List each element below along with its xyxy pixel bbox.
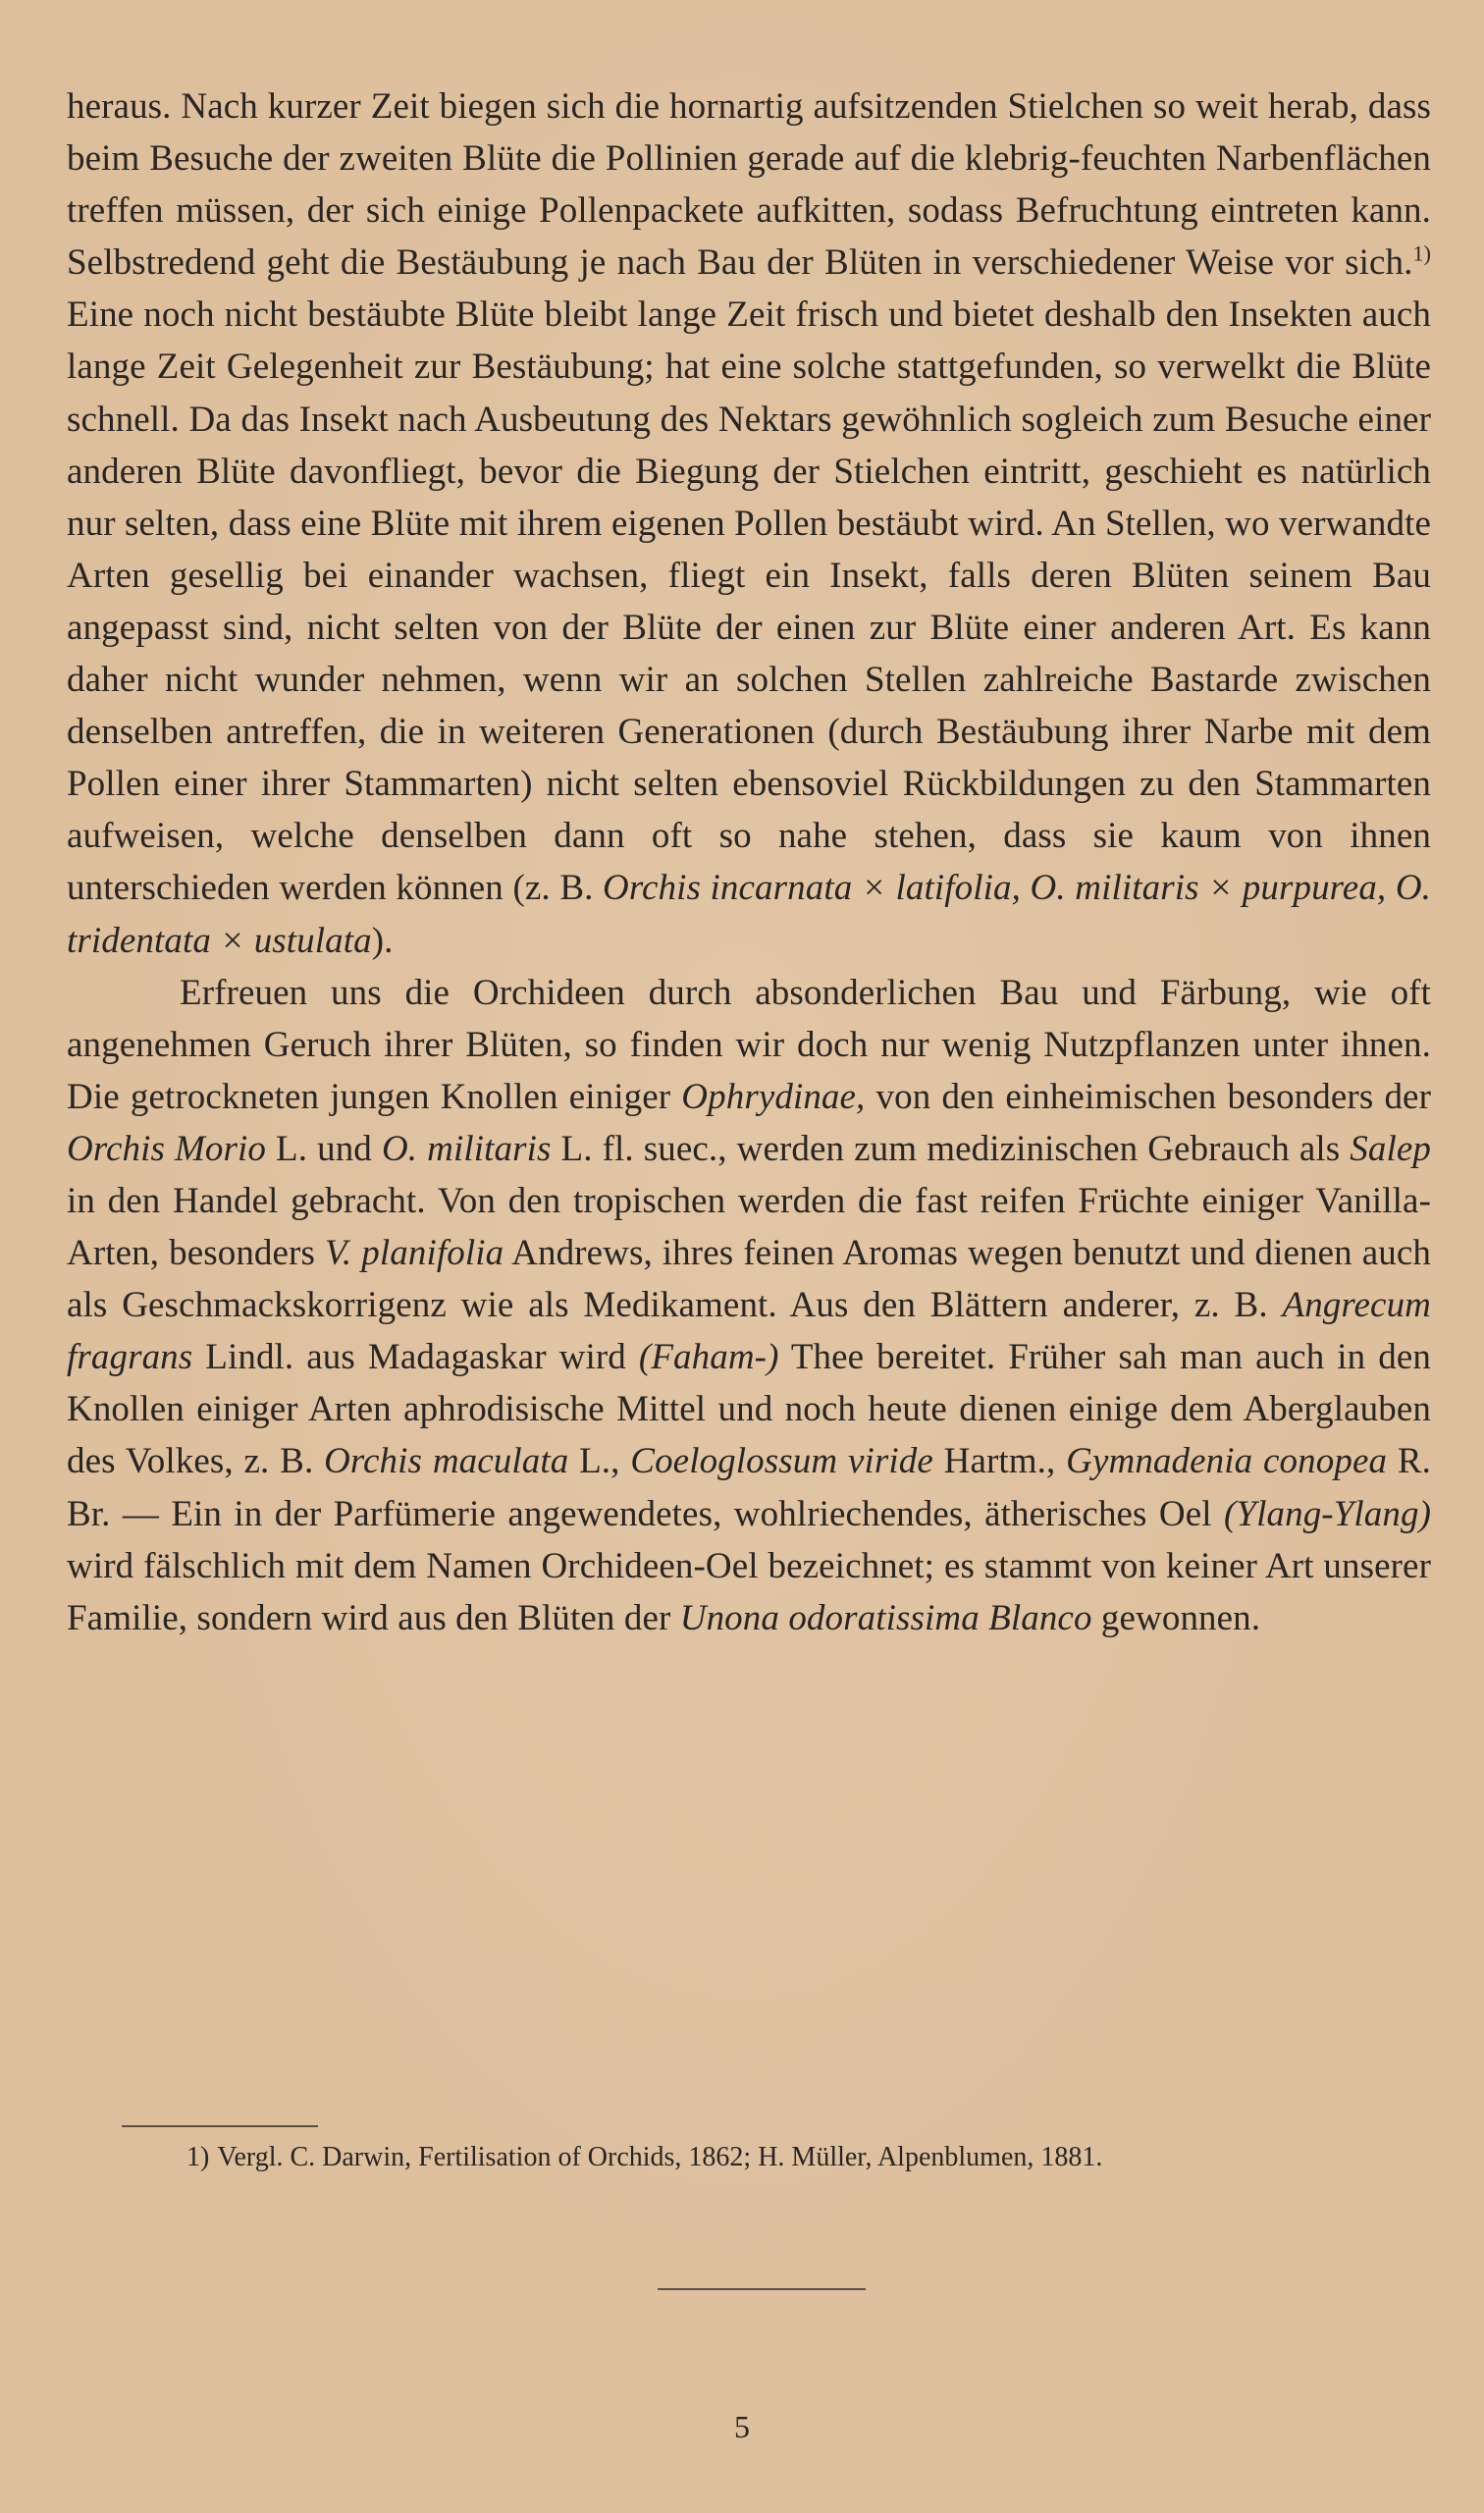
text-run: in den Handel gebracht. Von den tropischen werden die fast reifen Früchte einiger Vanilla-Arten, besonders [67, 1180, 1431, 1274]
text-run: wird fälschlich mit dem Namen Orchideen-Oel bezeichnet; es stammt von keiner Art unserer Familie, sondern wird aus den Blüten der [67, 1545, 1431, 1638]
italic-term: Salep [1350, 1128, 1431, 1169]
text-run: gewonnen. [1091, 1597, 1261, 1638]
main-text [67, 80, 1431, 1644]
text-run: Thee bereitet. Früher sah man auch in den Knollen einiger Arten aphrodisische Mittel und noch heute dienen einige dem Aberglauben des Volkes, z. B. [67, 1337, 1431, 1482]
footnote-reference: 1) [1412, 241, 1431, 266]
footnote [186, 2138, 1453, 2177]
page-number: 5 [734, 2409, 750, 2444]
italic-species-name: Coeloglossum viride [630, 1441, 933, 1482]
footnote-number: 1) [186, 2142, 210, 2172]
paragraph-2 [67, 967, 1431, 1644]
text-run: heraus. Nach kurzer Zeit biegen sich die hornartig aufsitzenden Stielchen so weit herab, dass beim Besuche der zweiten Blüte die Pollinien gerade auf die klebrig-feuchten Narbenflächen treffen müssen, der sich einige Pollenpackete aufkitten, sodass Befruchtung eintreten kann. Selbstredend geht die Bestäubung je nach Bau der Blüten in verschiedener Weise vor sich. [67, 86, 1431, 284]
text-run: L. und [265, 1128, 382, 1169]
section-end-divider [658, 2288, 866, 2290]
text-run: von den einheimischen besonders der [865, 1076, 1431, 1117]
text-run: L. fl. suec., werden zum medizinischen Gebrauch als [551, 1128, 1351, 1169]
italic-species-name: Gymnadenia conopea [1066, 1441, 1388, 1482]
italic-term: (Ylang-Ylang) [1224, 1493, 1431, 1534]
italic-species-name: Orchis maculata [324, 1441, 569, 1482]
text-run: Erfreuen uns die Orchideen durch absonderlichen Bau und Färbung, wie oft angenehmen Geruch ihrer Blüten, so finden wir doch nur wenig Nutzpflanzen unter ihnen. Die getrockneten jungen Knollen einiger [67, 972, 1431, 1117]
text-run: Lindl. aus Madagaskar wird [192, 1337, 639, 1378]
italic-species-name: Orchis Morio [67, 1128, 266, 1169]
italic-species-name: O. militaris [381, 1128, 552, 1169]
text-run: Eine noch nicht bestäubte Blüte bleibt lange Zeit frisch und bietet deshalb den Insekten auch lange Zeit Gelegenheit zur Bestäubung; hat eine solche stattgefunden, so verwelkt die Blüte schnell. Da das Insekt nach Ausbeutung des Nektars gewöhnlich sogleich zum Besuche einer anderen Blüte davonfliegt, bevor die Biegung der Stielchen eintritt, geschieht es natürlich nur selten, dass eine Blüte mit ihrem eigenen Pollen bestäubt wird. An Stellen, wo verwandte Arten gesellig bei einander wachsen, fliegt ein Insekt, falls deren Blüten seinem Bau angepasst sind, nicht selten von der Blüte der einen zur Blüte einer anderen Art. Es kann daher nicht wunder nehmen, wenn wir an solchen Stellen zahlreiche Bastarde zwischen denselben antreffen, die in weiteren Generationen (durch Bestäubung ihrer Narbe mit dem Pollen einer ihrer Stammarten) nicht selten ebensoviel Rückbildungen zu den Stammarten aufweisen, welche denselben dann oft so nahe stehen, dass sie kaum von ihnen unterschieden werden können (z. B. [67, 294, 1431, 909]
italic-species-name: Angrecum fragrans [67, 1285, 1431, 1378]
italic-term: (Faham-) [638, 1337, 779, 1378]
footnote-divider [122, 2125, 318, 2127]
text-run: R. Br. — Ein in der Parfümerie angewendetes, wohlriechendes, ätherisches Oel [67, 1441, 1431, 1534]
italic-species-name: Ophrydinae, [681, 1076, 866, 1117]
text-run: Hartm., [932, 1441, 1067, 1482]
text-run: L., [568, 1441, 631, 1482]
footnote-text: Vergl. C. Darwin, Fertilisation of Orchids, 1862; H. Müller, Alpenblumen, 1881. [217, 2142, 1103, 2172]
italic-species-name: V. planifolia [324, 1233, 504, 1274]
paragraph-1 [67, 80, 1431, 967]
text-run: Andrews, ihres feinen Aromas wegen benutzt und dienen auch als Geschmackskorrigenz wie als Medikament. Aus den Blättern anderer, z. B. [67, 1233, 1431, 1326]
italic-species-names: Orchis incarnata × latifolia, O. militaris × purpurea, O. tridentata × ustulata [67, 868, 1431, 961]
italic-species-name: Unona odoratissima Blanco [679, 1597, 1092, 1638]
text-run: ). [371, 920, 394, 961]
